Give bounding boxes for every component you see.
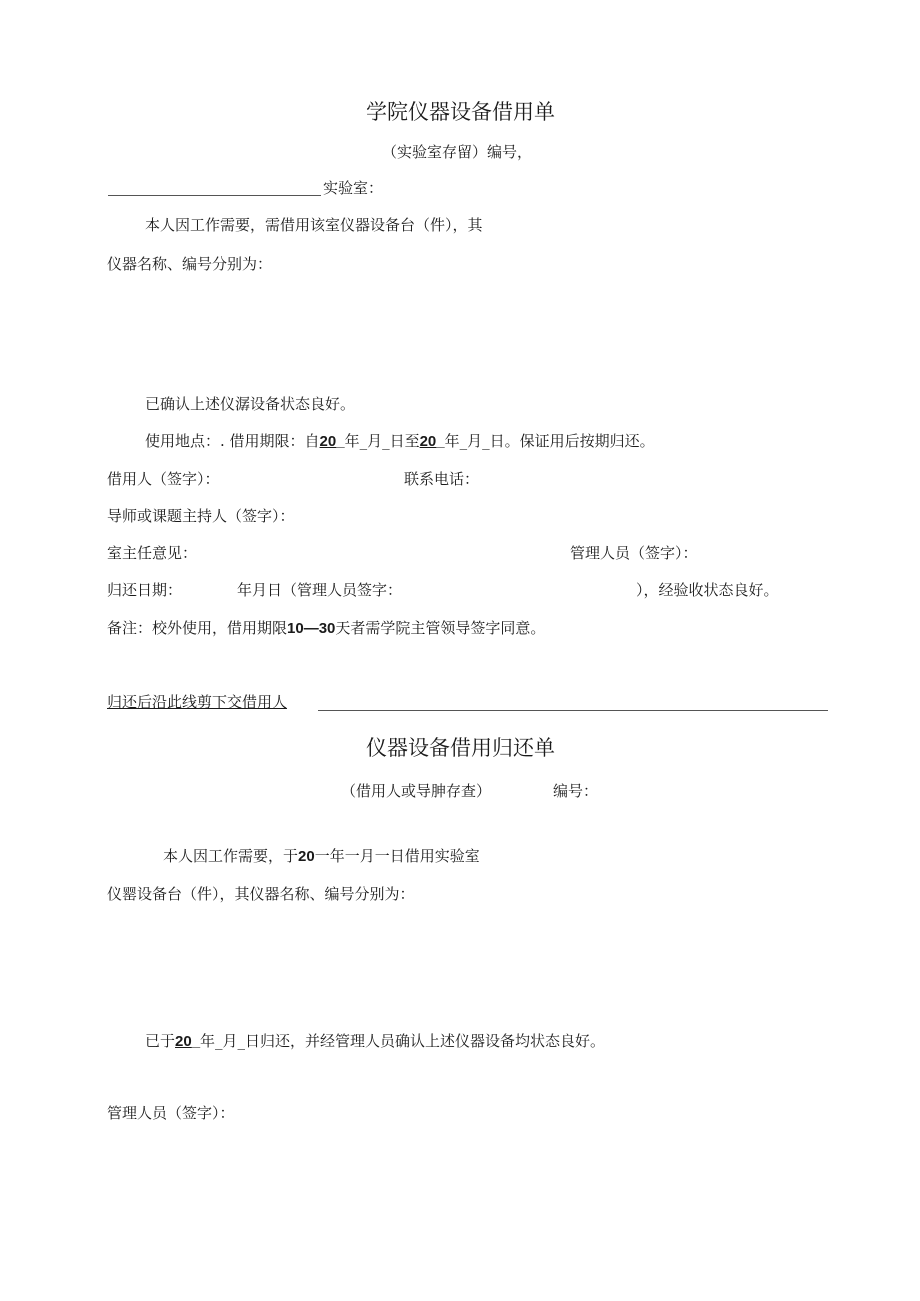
borrow-confirm-line: 已确认上述仪潺设备状态良好。: [145, 395, 356, 413]
returned-year: 20: [175, 1033, 192, 1050]
cut-line-label: 归还后沿此线剪下交借用人: [107, 693, 288, 711]
note-prefix: 备注：校外使用，借用期限: [107, 619, 288, 637]
lab-label: 实验室：: [323, 179, 384, 197]
start-year-prefix: 20: [319, 433, 337, 450]
phone-label: 联系电话：: [404, 470, 480, 488]
return-form-subtitle: （借用人或导胂存查）: [341, 782, 492, 800]
return-intro-suffix: 一年一月一日借用实验室: [314, 847, 480, 865]
usage-place-label: 使用地点：. 借用期限：自: [145, 432, 320, 450]
return-intro-year: 20: [298, 848, 315, 865]
return-manager-signature-label: 管理人员（签字）：: [107, 1104, 235, 1122]
returned-suffix: 年_月_日归还，并经管理人员确认上述仪器设备均状态良好。: [200, 1032, 606, 1050]
advisor-signature-label: 导师或课题主持人（签字）：: [107, 507, 295, 525]
usage-line: 使用地点：. 借用期限：自20_年_月_日至20_年_月_日。保证用后按期归还。: [145, 432, 655, 450]
return-intro-line1: [163, 846, 480, 867]
end-year-prefix: 20: [419, 433, 437, 450]
returned-prefix: 已于: [145, 1032, 176, 1050]
note-line: [107, 618, 545, 639]
borrow-form-title: 学院仪器设备借用单: [366, 100, 555, 124]
return-date-mid: 年月日（管理人员签字：: [237, 581, 403, 599]
return-form-number-label: 编号：: [553, 782, 599, 800]
return-intro-prefix: 本人因工作需要，于: [163, 847, 299, 865]
borrower-signature-label: 借用人（签字）：: [107, 470, 220, 488]
return-date-label: 归还日期：: [107, 581, 183, 599]
lab-name-blank: [108, 195, 321, 196]
return-form-title: 仪器设备借用归还单: [366, 736, 555, 760]
manager-signature-label: 管理人员（签字）：: [570, 544, 698, 562]
end-date-rest: 年_月_日。保证用后按期归还。: [444, 432, 655, 450]
note-suffix: 天者需学院主管领导签字同意。: [335, 619, 546, 637]
returned-line: 已于20_年_月_日归还，并经管理人员确认上述仪器设备均状态良好。: [145, 1032, 606, 1050]
start-date-rest: 年_月_日至: [344, 432, 420, 450]
note-range: 10—30: [287, 620, 336, 637]
cut-line: [318, 710, 828, 711]
borrow-intro-line2: 仪器名称、编号分别为：: [107, 255, 273, 273]
return-intro-line2: 仪罂设备台（件），其仪器名称、编号分别为：: [107, 885, 415, 903]
borrow-intro-line1: 本人因工作需要，需借用该室仪器设备台（件），其: [145, 216, 483, 234]
return-date-end: ），经验收状态良好。: [636, 581, 779, 599]
borrow-form-subtitle: （实验室存留）编号，: [382, 143, 533, 161]
director-opinion-label: 室主任意见：: [107, 544, 198, 562]
